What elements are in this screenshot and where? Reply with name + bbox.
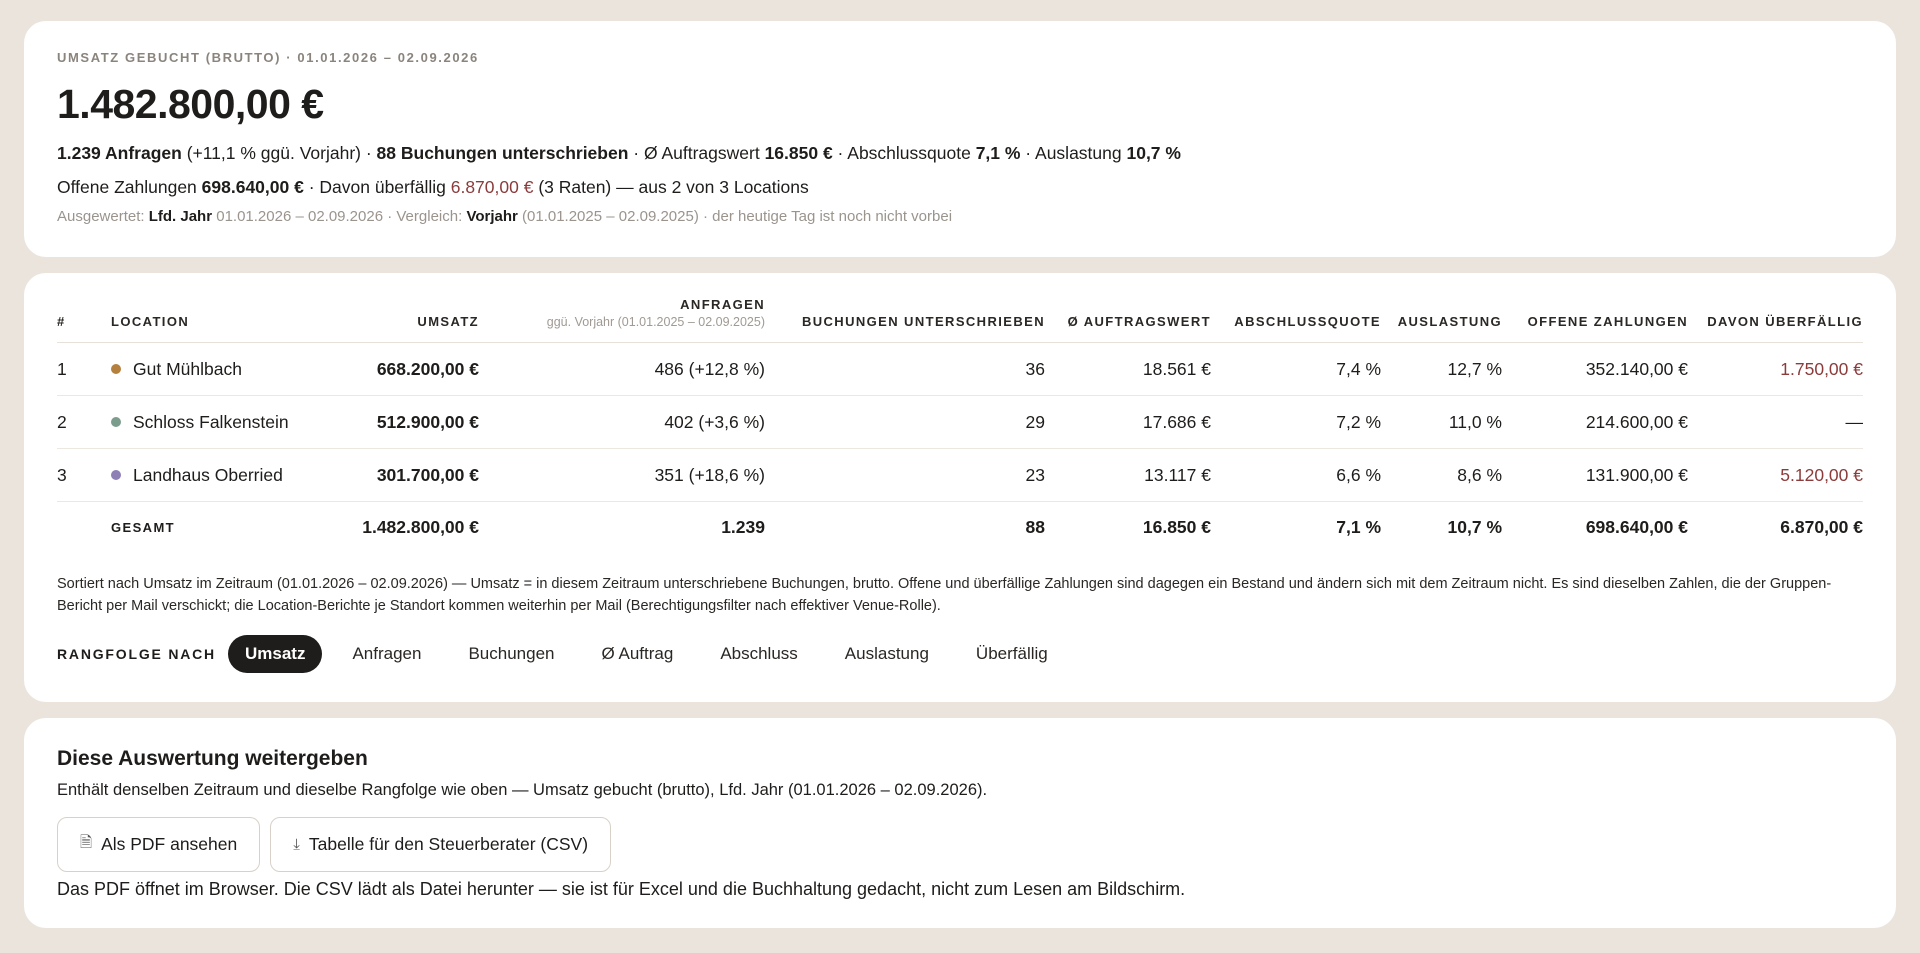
meta-evaluated-label: Ausgewertet: — [57, 208, 149, 225]
overdue-value: 6.870,00 € — [450, 177, 534, 197]
row-location — [111, 396, 321, 449]
header-util: AUSLASTUNG — [1381, 297, 1502, 343]
evaluation-meta — [57, 208, 1863, 225]
summary-kicker: UMSATZ GEBUCHT (BRUTTO) · 01.01.2026 – 02.09.2026 — [57, 50, 479, 65]
kpi-requests: 1.239 Anfragen — [57, 143, 182, 163]
share-footnote: Das PDF öffnet im Browser. Die CSV lädt als Datei herunter — sie ist für Excel und die Buchhaltung gedacht, nicht zum Lesen am Bildschirm. — [57, 879, 1186, 899]
overdue-rest: (3 Raten) — aus 2 von 3 Locations — [533, 177, 809, 197]
rank-option[interactable]: Abschluss — [720, 643, 798, 663]
row-close: 7,4 % — [1211, 343, 1381, 396]
total-avg-cell: 16.850 € — [1142, 517, 1211, 538]
row-rank: 2 — [57, 396, 111, 449]
location-table — [57, 297, 1863, 554]
rank-option[interactable]: Buchungen — [468, 643, 555, 663]
table-row — [57, 396, 1863, 449]
row-overdue: — — [1688, 396, 1863, 449]
rank-label: RANGFOLGE NACH — [57, 645, 216, 662]
row-open: 214.600,00 € — [1502, 396, 1688, 449]
location-color-dot — [111, 417, 121, 427]
header-close: ABSCHLUSSQUOTE — [1211, 297, 1381, 343]
row-util: 8,6 % — [1381, 449, 1502, 502]
download-csv-label: Tabelle für den Steuerberater (CSV) — [308, 834, 589, 854]
row-revenue: 668.200,00 € — [321, 343, 479, 396]
row-open: 352.140,00 € — [1502, 343, 1688, 396]
total-util-cell: 10,7 % — [1447, 517, 1502, 538]
meta-period-name: Lfd. Jahr — [148, 208, 213, 225]
rank-option[interactable]: Überfällig — [975, 643, 1048, 663]
row-util: 12,7 % — [1381, 343, 1502, 396]
rank-option[interactable]: Ø Auftrag — [601, 643, 674, 663]
share-title: Diese Auswertung weitergeben — [57, 747, 368, 770]
kpi-util-label: · Auslastung — [1020, 143, 1127, 163]
share-description: Enthält denselben Zeitraum und dieselbe Rangfolge wie oben — Umsatz gebucht (brutto), Lfd. Jahr (01.01.2026 – 02.09.2026). — [57, 781, 988, 799]
kpi-close-value: 7,1 % — [975, 143, 1021, 163]
rank-option[interactable]: Umsatz — [228, 635, 322, 673]
open-value: 698.640,00 € — [201, 177, 304, 197]
location-table-card — [24, 273, 1896, 702]
overdue-label: · Davon überfällig — [303, 177, 451, 197]
header-bookings: BUCHUNGEN UNTERSCHRIEBEN — [765, 297, 1045, 343]
meta-compare-rest: (01.01.2025 – 02.09.2025) · der heutige Tag ist noch nicht vorbei — [517, 208, 953, 225]
row-location — [111, 343, 321, 396]
header-open: OFFENE ZAHLUNGEN — [1502, 297, 1688, 343]
table-note: Sortiert nach Umsatz im Zeitraum (01.01.2026 – 02.09.2026) — Umsatz = in diesem Zeitraum unterschriebene Buchungen, brutto. Offene und überfällige Zahlungen sind dagegen ein Bestand und ändern sich mit dem Zeitraum nicht. Es sind dieselben Zahlen, die der Gruppen-Bericht per Mail verschickt; die Location-Berichte je Standort kommen weiterhin per Mail (Berechtigungsfilter nach effektiver Venue-Rolle). — [57, 575, 1832, 614]
document-icon: 🗎 — [80, 834, 93, 851]
share-card — [24, 718, 1896, 928]
row-close: 6,6 % — [1211, 449, 1381, 502]
kpi-close-label: · Abschlussquote — [832, 143, 976, 163]
kpi-avg-value: 16.850 € — [764, 143, 833, 163]
open-payments-line — [57, 175, 1863, 199]
rank-option[interactable]: Anfragen — [352, 643, 422, 663]
row-open: 131.900,00 € — [1502, 449, 1688, 502]
row-rank: 3 — [57, 449, 111, 502]
kpi-bookings: 88 Buchungen unterschrieben — [376, 143, 629, 163]
total-bookings-cell: 88 — [1025, 517, 1045, 538]
row-requests: 402 (+3,6 %) — [479, 396, 765, 449]
kpi-avg-label: · Ø Auftragswert — [628, 143, 765, 163]
row-revenue: 301.700,00 € — [321, 449, 479, 502]
table-row — [57, 343, 1863, 396]
row-close: 7,2 % — [1211, 396, 1381, 449]
row-avg: 13.117 € — [1045, 449, 1211, 502]
row-bookings: 29 — [765, 396, 1045, 449]
total-revenue-cell: 1.482.800,00 € — [362, 517, 479, 538]
row-overdue: 5.120,00 € — [1688, 449, 1863, 502]
row-avg: 17.686 € — [1045, 396, 1211, 449]
total-label: GESAMT — [111, 520, 176, 536]
location-name: Landhaus Oberried — [133, 464, 283, 485]
location-color-dot — [111, 364, 121, 374]
row-util: 11,0 % — [1381, 396, 1502, 449]
header-requests — [479, 297, 765, 343]
header-avg: Ø AUFTRAGSWERT — [1045, 297, 1211, 343]
row-revenue: 512.900,00 € — [321, 396, 479, 449]
kpi-util-value: 10,7 % — [1126, 143, 1181, 163]
summary-card — [24, 21, 1896, 257]
kpi-requests-change: (+11,1 % ggü. Vorjahr) · — [181, 143, 377, 163]
rank-selector — [57, 635, 1863, 673]
header-requests-sub: ggü. Vorjahr (01.01.2025 – 02.09.2025) — [546, 315, 765, 329]
row-bookings: 23 — [765, 449, 1045, 502]
header-location: LOCATION — [111, 297, 321, 343]
table-row — [57, 449, 1863, 502]
total-requests-cell: 1.239 — [721, 517, 765, 538]
location-name: Schloss Falkenstein — [133, 411, 289, 432]
total-overdue-cell: 6.870,00 € — [1780, 517, 1863, 538]
row-location — [111, 449, 321, 502]
table-total-row — [57, 502, 1863, 554]
header-overdue: DAVON ÜBERFÄLLIG — [1688, 297, 1863, 343]
row-avg: 18.561 € — [1045, 343, 1211, 396]
total-open-cell: 698.640,00 € — [1585, 517, 1688, 538]
meta-period-range: 01.01.2026 – 02.09.2026 · Vergleich: — [212, 208, 467, 225]
location-name: Gut Mühlbach — [133, 358, 242, 379]
header-requests-label: ANFRAGEN — [680, 297, 765, 312]
header-revenue: UMSATZ — [321, 297, 479, 343]
kpi-line — [57, 141, 1863, 165]
view-pdf-label: Als PDF ansehen — [101, 834, 238, 854]
rank-option[interactable]: Auslastung — [844, 643, 929, 663]
table-header-row — [57, 297, 1863, 343]
total-close-cell: 7,1 % — [1336, 517, 1381, 538]
row-requests: 486 (+12,8 %) — [479, 343, 765, 396]
open-label: Offene Zahlungen — [57, 177, 202, 197]
meta-compare-name: Vorjahr — [466, 208, 518, 225]
total-revenue: 1.482.800,00 € — [57, 81, 324, 127]
row-requests: 351 (+18,6 %) — [479, 449, 765, 502]
row-bookings: 36 — [765, 343, 1045, 396]
view-pdf-button[interactable] — [57, 817, 260, 872]
location-color-dot — [111, 470, 121, 480]
row-rank: 1 — [57, 343, 111, 396]
download-csv-button[interactable] — [270, 817, 611, 872]
row-overdue: 1.750,00 € — [1688, 343, 1863, 396]
download-icon: ⤓ — [293, 836, 300, 853]
header-rank: # — [57, 297, 111, 343]
